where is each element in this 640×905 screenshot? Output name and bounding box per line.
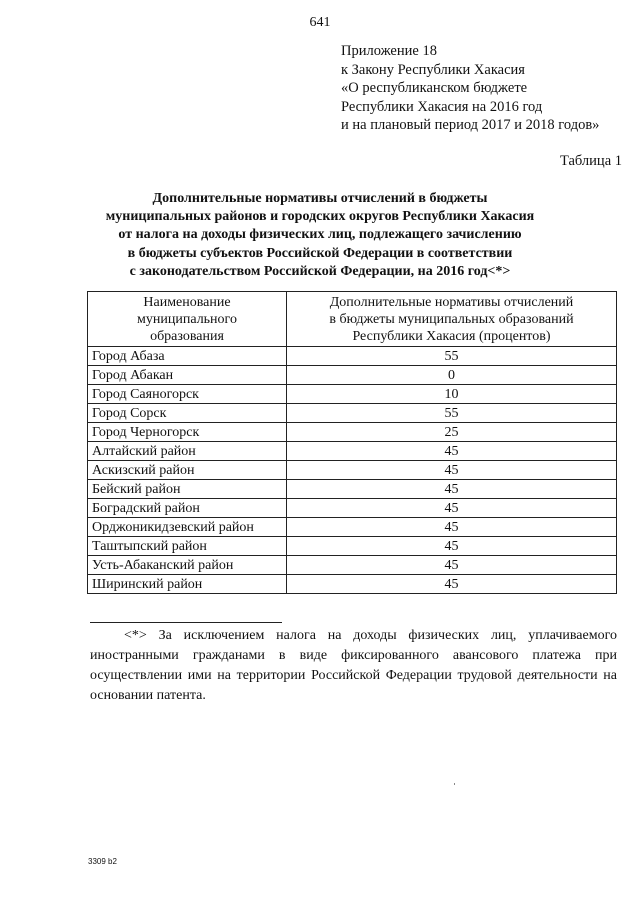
appendix-line: и на плановый период 2017 и 2018 годов»	[341, 117, 600, 133]
table-row	[88, 385, 617, 404]
table-row	[88, 442, 617, 461]
municipality-name: Аскизский район	[88, 461, 287, 480]
header-normative	[287, 292, 617, 347]
footnote: <*> За исключением налога на доходы физических лиц, уплачиваемого иностранными гражданами в виде фиксированного авансового платежа при осуществлении ими на территории Российской Федерации трудовой деятельности на основании патента.	[90, 628, 617, 703]
municipality-name: Усть-Абаканский район	[88, 556, 287, 575]
header-line: Дополнительные нормативы отчислений	[329, 295, 574, 310]
page-number: 641	[309, 15, 331, 30]
header-line: в бюджеты муниципальных образований	[329, 312, 574, 327]
municipality-name: Бейский район	[88, 480, 287, 499]
header-line: Республики Хакасия (процентов)	[352, 329, 551, 344]
table-row	[88, 518, 617, 537]
table-row	[88, 347, 617, 366]
municipality-name: Орджоникидзевский район	[88, 518, 287, 537]
scan-artifact	[454, 783, 455, 785]
table-row	[88, 575, 617, 594]
municipality-name: Город Абаза	[88, 347, 287, 366]
municipality-name: Город Сорск	[88, 404, 287, 423]
normative-value: 10	[287, 385, 617, 404]
normative-value: 45	[287, 537, 617, 556]
normative-value: 55	[287, 404, 617, 423]
appendix-line: «О республиканском бюджете	[341, 80, 528, 96]
appendix-line: Республики Хакасия на 2016 год	[341, 98, 543, 115]
title-line: в бюджеты субъектов Российской Федерации в соответствии	[127, 245, 513, 261]
title-line: с законодательством Российской Федерации, на 2016 год<*>	[129, 263, 511, 279]
header-line: образования	[150, 329, 224, 344]
normatives-table	[87, 291, 617, 594]
table-row	[88, 556, 617, 575]
title-line: муниципальных районов и городских округов Республики Хакасия	[105, 209, 535, 225]
table-row	[88, 423, 617, 442]
municipality-name: Алтайский район	[88, 442, 287, 461]
table-row	[88, 461, 617, 480]
normative-value: 45	[287, 575, 617, 594]
table-row	[88, 480, 617, 499]
municipality-name: Город Саяногорск	[88, 385, 287, 404]
normative-value: 25	[287, 423, 617, 442]
header-municipality	[88, 292, 287, 347]
normative-value: 0	[287, 366, 617, 385]
title-line: от налога на доходы физических лиц, подлежащего зачислению	[118, 227, 522, 243]
header-line: Наименование	[143, 295, 231, 310]
municipality-name: Ширинский район	[88, 575, 287, 594]
print-code: 3309 b2	[88, 857, 117, 866]
table-label: Таблица 1	[559, 153, 622, 169]
table-header-row	[88, 292, 617, 347]
municipality-name: Боградский район	[88, 499, 287, 518]
normative-value: 45	[287, 518, 617, 537]
appendix-line: Приложение 18	[341, 43, 437, 59]
municipality-name: Город Черногорск	[88, 423, 287, 442]
document-title	[40, 190, 600, 281]
appendix-block	[341, 42, 599, 135]
table-row	[88, 499, 617, 518]
normative-value: 55	[287, 347, 617, 366]
title-line: Дополнительные нормативы отчислений в бюджеты	[152, 191, 488, 206]
table-row	[88, 537, 617, 556]
normative-value: 45	[287, 442, 617, 461]
normative-value: 45	[287, 556, 617, 575]
table-row	[88, 366, 617, 385]
municipality-name: Город Абакан	[88, 366, 287, 385]
normative-value: 45	[287, 480, 617, 499]
header-line: муниципального	[137, 312, 237, 327]
table-row	[88, 404, 617, 423]
footnote-rule	[90, 622, 282, 623]
municipality-name: Таштыпский район	[88, 537, 287, 556]
normative-value: 45	[287, 499, 617, 518]
appendix-line: к Закону Республики Хакасия	[341, 61, 525, 78]
normative-value: 45	[287, 461, 617, 480]
